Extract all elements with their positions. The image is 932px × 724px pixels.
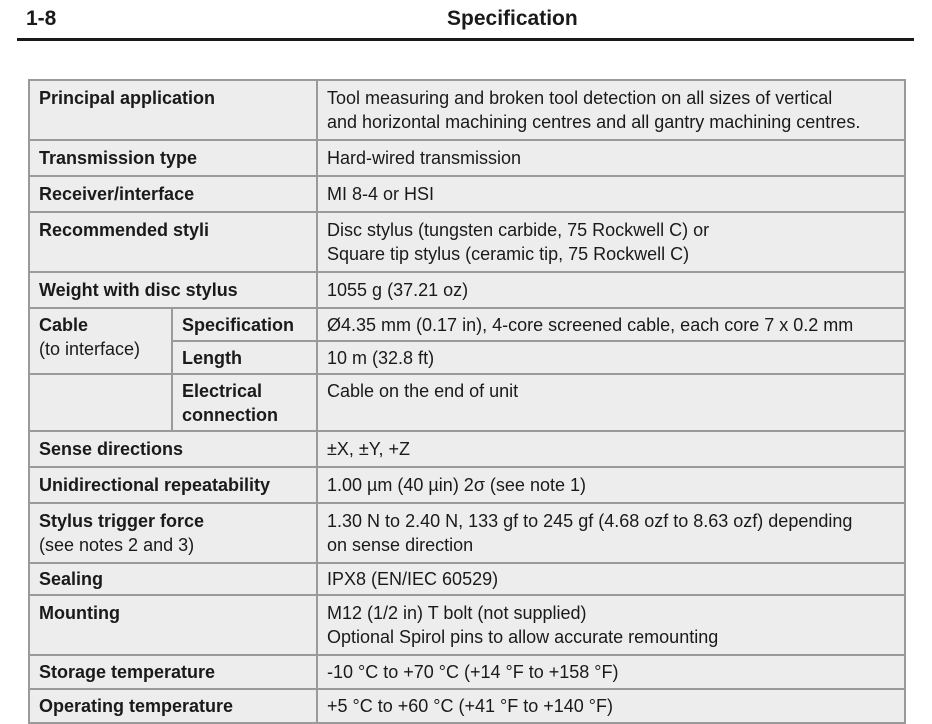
- label-line: Electrical: [182, 381, 263, 401]
- table-row: [29, 595, 905, 655]
- table-row: [29, 655, 905, 689]
- row-label: Sense directions: [29, 431, 317, 467]
- row-label: Transmission type: [29, 140, 317, 176]
- page-number: 1-8: [26, 7, 57, 30]
- row-value: ±X, ±Y, +Z: [317, 431, 905, 467]
- row-value: [317, 80, 905, 140]
- table-row: [29, 503, 905, 563]
- row-value: [317, 595, 905, 655]
- value-line: and horizontal machining centres and all gantry machining centres.: [327, 112, 861, 132]
- row-label: Weight with disc stylus: [29, 272, 317, 308]
- row-value: 1055 g (37.21 oz): [317, 272, 905, 308]
- label-line: connection: [182, 405, 279, 425]
- value-line: Square tip stylus (ceramic tip, 75 Rockwell C): [327, 244, 690, 264]
- cable-label: [29, 308, 172, 374]
- value-line: Optional Spirol pins to allow accurate remounting: [327, 627, 719, 647]
- value-line: M12 (1/2 in) T bolt (not supplied): [327, 603, 587, 623]
- row-label: Recommended styli: [29, 212, 317, 272]
- row-value: Ø4.35 mm (0.17 in), 4-core screened cable, each core 7 x 0.2 mm: [317, 308, 905, 341]
- row-value: [317, 503, 905, 563]
- row-value: [317, 212, 905, 272]
- row-value: IPX8 (EN/IEC 60529): [317, 563, 905, 595]
- table-row: [29, 80, 905, 140]
- cable-sub-label: [172, 374, 317, 431]
- row-value: MI 8-4 or HSI: [317, 176, 905, 212]
- table-row: [29, 563, 905, 595]
- row-label: Principal application: [29, 80, 317, 140]
- row-label: Operating temperature: [29, 689, 317, 723]
- cable-sub-label: Specification: [172, 308, 317, 341]
- row-label-cell: [29, 503, 317, 563]
- table-row: [29, 140, 905, 176]
- table-row: [29, 374, 905, 431]
- header-rule: [17, 38, 914, 41]
- row-value: Hard-wired transmission: [317, 140, 905, 176]
- empty-cell: [29, 374, 172, 431]
- value-line: on sense direction: [327, 535, 474, 555]
- value-line: 1.30 N to 2.40 N, 133 gf to 245 gf (4.68 ozf to 8.63 ozf) depending: [327, 511, 853, 531]
- cable-sub-label: Length: [172, 341, 317, 374]
- row-label: Storage temperature: [29, 655, 317, 689]
- row-sublabel: (to interface): [39, 339, 141, 359]
- value-line: Disc stylus (tungsten carbide, 75 Rockwell C) or: [327, 220, 710, 240]
- row-label: Stylus trigger force: [39, 511, 205, 531]
- row-value: +5 °C to +60 °C (+41 °F to +140 °F): [317, 689, 905, 723]
- row-label: Mounting: [29, 595, 317, 655]
- row-value: 10 m (32.8 ft): [317, 341, 905, 374]
- row-label: Unidirectional repeatability: [29, 467, 317, 503]
- table-row: [29, 467, 905, 503]
- table-row: [29, 689, 905, 723]
- table-row: [29, 212, 905, 272]
- table-row: [29, 272, 905, 308]
- row-label: Cable: [39, 315, 89, 335]
- table-row: [29, 308, 905, 341]
- row-label: Receiver/interface: [29, 176, 317, 212]
- table-row: [29, 176, 905, 212]
- value-line: Tool measuring and broken tool detection on all sizes of vertical: [327, 88, 833, 108]
- row-value: Cable on the end of unit: [317, 374, 905, 431]
- specification-table: [28, 79, 906, 724]
- row-sublabel: (see notes 2 and 3): [39, 535, 195, 555]
- row-value: -10 °C to +70 °C (+14 °F to +158 °F): [317, 655, 905, 689]
- table-row: [29, 431, 905, 467]
- page-title: Specification: [447, 7, 578, 30]
- row-label: Sealing: [29, 563, 317, 595]
- row-value: 1.00 µm (40 µin) 2σ (see note 1): [317, 467, 905, 503]
